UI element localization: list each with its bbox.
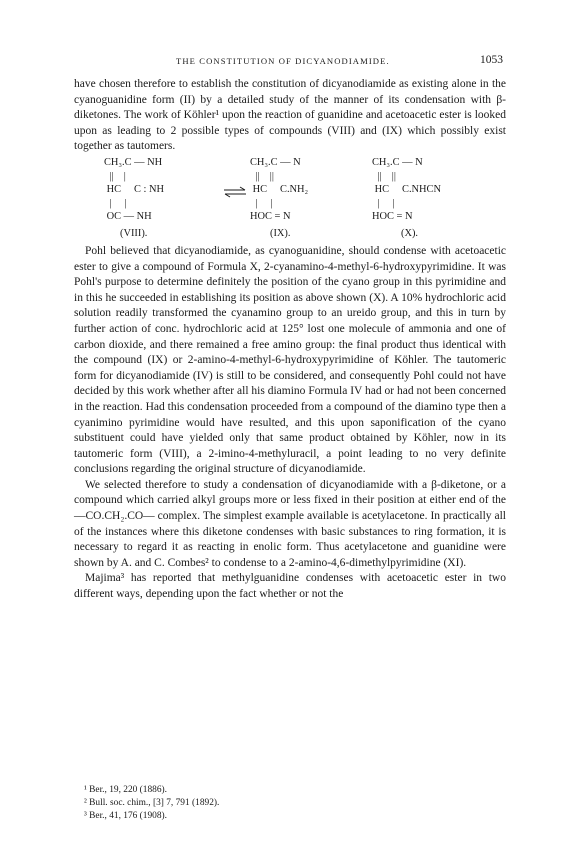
paragraph: Pohl believed that dicyanodiamide, as cyanoguanidine, should condense with acetoacetic ester to give a compound of Formula X, 2-cyanamino-4-methyl-6-hydroxypyrimidine. It was Pohl's purpose to determine definitely the position of the cyano group in this pyrimidine and in this he succeeded in establishing its position as above shown (X). A 10% hydrochloric acid solution readily transformed the cyanamino group to an ureido group, and this in turn by further action of conc. hydrochloric acid at 125° lost one molecule of ammonia and one of carbon dioxide, and there remained a free amino group: the final product thus identical with the compound (IX) or 2-amino-4-methyl-6-hydroxypyrimidine of Köhler. The tautomeric form for dicyanodiamide (IV) is still to be considered, and consequently Pohl could not have decided by this work whether after all his diamino Formula IV had or had not been concerned in the reaction. Had this condensation proceeded from a compound of the diamino type then a cyanimino pyrimidine would have resulted, and this upon saponification of the cyano substituent could have yielded only that same product obtained by Köhler, now in its tautomeric form (VIII), a 2-imino-4-methyluracil, a point leading to no very definite conclusions regarding the original structure of dicyanodiamide. bbox=[74, 244, 506, 476]
formula-line: | | bbox=[372, 197, 395, 209]
formula-line: OC — NH bbox=[104, 211, 152, 223]
structural-formulas bbox=[74, 156, 506, 254]
formula-line: | | bbox=[104, 197, 127, 209]
footnote: ² Bull. soc. chim., [3] 7, 791 (1892). bbox=[84, 798, 220, 808]
formula-ix bbox=[250, 156, 308, 224]
article-body bbox=[74, 77, 506, 603]
running-title: THE CONSTITUTION OF DICYANODIAMIDE. bbox=[176, 56, 390, 66]
formula-line: || || bbox=[250, 170, 274, 182]
formula-label-viii: (VIII). bbox=[120, 227, 148, 239]
paragraph: We selected therefore to study a condensation of dicyanodiamide with a β-diketone, or a compound which carried alkyl groups more or less fixed in their position at either end of the —CO.CH₂.CO— complex. The simplest example available is acetylacetone. In practically all of the instances where this diketone condenses with basic substances to ring formation, it is necessary to regard it as reacting in enolic form. Thus acetylacetone and guanidine were shown by A. and C. Combes² to condense to a 2-amino-4,6-dimethylpyrimidine (XI). bbox=[74, 478, 506, 569]
formula-line: CH₃.C — N bbox=[250, 156, 301, 168]
footnote: ³ Ber., 41, 176 (1908). bbox=[84, 811, 168, 821]
equilibrium-arrow-icon bbox=[223, 186, 247, 198]
page-number: 1053 bbox=[480, 54, 503, 66]
formula-line: || || bbox=[372, 170, 396, 182]
paragraph: have chosen therefore to establish the constitution of dicyanodiamide as existing alone in the cyanoguanidine form (II) by a detailed study of the manner of its condensation with β-diketones. The work of Köhler¹ upon the reaction of guanidine and acetoacetic ester is looked upon as leading to 2 possible types of compounds (VIII) and (IX) which possibly exist together as tautomers. bbox=[74, 78, 506, 153]
formula-line: HOC = N bbox=[372, 211, 413, 223]
formula-line: CH₃.C — N bbox=[372, 156, 423, 168]
formula-line: HOC = N bbox=[250, 211, 291, 223]
formula-viii bbox=[104, 156, 164, 224]
formula-line: HC C : NH bbox=[104, 184, 165, 196]
formula-label-x: (X). bbox=[401, 227, 419, 239]
formula-line: | | bbox=[250, 197, 273, 209]
formula-x bbox=[372, 156, 441, 224]
paragraph: Majima³ has reported that methylguanidine condenses with acetoacetic ester in two different ways, depending upon the fact whether or not the bbox=[74, 572, 506, 601]
formula-line: || | bbox=[104, 170, 126, 182]
footnotes bbox=[84, 784, 219, 823]
page-header bbox=[0, 56, 577, 72]
formula-label-ix: (IX). bbox=[270, 227, 291, 239]
footnote: ¹ Ber., 19, 220 (1886). bbox=[84, 785, 168, 795]
formula-line: HC C.NHCN bbox=[372, 184, 441, 196]
formula-line: CH₃.C — NH bbox=[104, 156, 163, 168]
formula-line: HC C.NH₂ bbox=[250, 184, 309, 196]
